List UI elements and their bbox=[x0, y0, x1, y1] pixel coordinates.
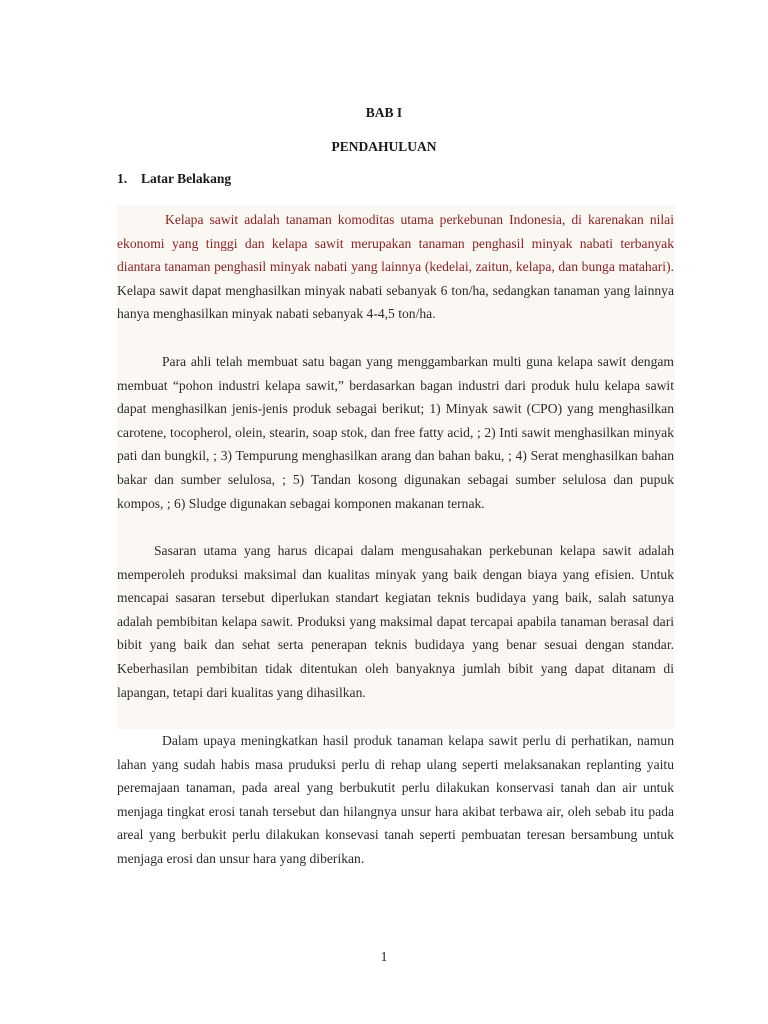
paragraph-1-highlighted-text: Kelapa sawit adalah tanaman komoditas utama perkebunan Indonesia, di karenakan nilai ekonomi yang tinggi dan kelapa sawit merupakan tanaman penghasil minyak nabati terbanyak diantara tanaman penghasil minyak nabati yang lainnya (kedelai, zaitun, kelapa, dan bunga matahari). bbox=[117, 212, 674, 275]
section-number: 1. bbox=[117, 171, 128, 186]
section-title: Latar Belakang bbox=[141, 171, 232, 186]
paragraph-1-text: Kelapa sawit dapat menghasilkan minyak nabati sebanyak 6 ton/ha, sedangkan tanaman yang lainnya hanya menghasilkan minyak nabati sebanyak 4-4,5 ton/ha. bbox=[117, 282, 674, 322]
paragraph-3: Sasaran utama yang harus dicapai dalam mengusahakan perkebunan kelapa sawit adalah memperoleh produksi maksimal dan kualitas minyak yang baik dengan biaya yang efisien. Untuk mencapai sasaran tersebut diperlukan standart kegiatan teknis budidaya yang baik, salah satunya adalah pembibitan kelapa sawit. Produksi yang maksimal dapat tercapai apabila tanaman berasal dari bibit yang baik dan sehat serta penerapan teknis budidaya yang benar sesuai dengan standar. Keberhasilan pembibitan tidak ditentukan oleh banyaknya jumlah bibit yang dapat ditanam di lapangan, tetapi dari kualitas yang dihasilkan. bbox=[117, 543, 674, 700]
page-number: 1 bbox=[380, 949, 388, 964]
chapter-label: BAB I bbox=[365, 105, 403, 120]
section-heading bbox=[117, 171, 231, 187]
chapter-title: PENDAHULUAN bbox=[331, 139, 437, 154]
paragraph-4: Dalam upaya meningkatkan hasil produk tanaman kelapa sawit perlu di perhatikan, namun lahan yang sudah habis masa pruduksi perlu di rehap ulang seperti melaksanakan replanting yaitu peremajaan tanaman, pada areal yang berbukutit perlu dilakukan konservasi tanah dan air untuk menjaga tingkat erosi tanah tersebut dan hilangnya unsur hara akibat terbawa air, oleh sebab itu pada areal yang berbukit perlu dilakukan konsevasi tanah seperti pembuatan teresan bersambung untuk menjaga erosi dan unsur hara yang diberikan. bbox=[117, 733, 674, 866]
paragraph-2: Para ahli telah membuat satu bagan yang menggambarkan multi guna kelapa sawit dengam membuat “pohon industri kelapa sawit,” berdasarkan bagan industri dari produk hulu kelapa sawit dapat menghasilkan jenis-jenis produk sebagai berikut; 1) Minyak sawit (CPO) yang menghasilkan carotene, tocopherol, olein, stearin, soap stok, dan free fatty acid, ; 2) Inti sawit menghasilkan minyak pati dan bungkil, ; 3) Tempurung menghasilkan arang dan bahan baku, ; 4) Serat menghasilkan bahan bakar dan sumber selulosa, ; 5) Tandan kosong digunakan sebagai sumber selulosa dan pupuk kompos, ; 6) Sludge digunakan sebagai komponen makanan ternak. bbox=[117, 354, 674, 511]
paragraph-1 bbox=[117, 208, 674, 326]
